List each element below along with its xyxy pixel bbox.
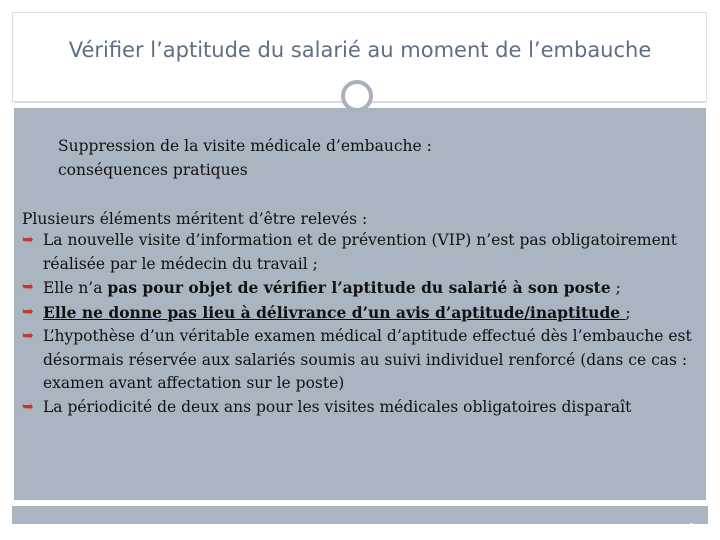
bullet-item-hypothese [22,325,698,396]
bullet-item-avis [22,301,698,326]
curved-arrow-icon: ➥ [22,328,34,344]
subtitle-line-2: conséquences pratiques [58,161,248,179]
bullet-text: L’hypothèse d’un véritable examen médical d’aptitude effectué dès l’embauche est désormais réservée aux salariés soumis au suivi individuel renforcé (dans ce cas : examen avant affectation sur le poste) [43,327,692,392]
footer-bar [12,506,708,524]
ring-ornament-icon [341,80,373,112]
bullet-text: La périodicité de deux ans pour les visites médicales obligatoires disparaît [43,397,632,416]
bullet-text-emphasis: pas pour objet de vérifier l’aptitude du salarié à son poste [107,278,611,297]
footer-dot [690,523,693,526]
curved-arrow-icon: ➥ [22,232,34,248]
bullet-text-emphasis: Elle ne donne pas lieu à délivrance d’un avis d’aptitude/inaptitude [43,302,626,322]
bullet-text: La nouvelle visite d’information et de prévention (VIP) n’est pas obligatoirement réalisée par le médecin du travail ; [43,231,678,273]
bullet-item-periodicite [22,396,698,420]
bullet-text-suffix: ; [610,279,621,297]
intro-text: Plusieurs éléments méritent d’être relevés : [22,210,368,228]
curved-arrow-icon: ➥ [22,398,34,415]
curved-arrow-icon: ➥ [22,303,34,320]
bullet-list [22,229,698,419]
bullet-item-objet [22,276,698,301]
slide-title: Vérifier l’aptitude du salarié au moment de l’embauche [68,38,652,62]
subtitle-line-1: Suppression de la visite médicale d’embauche : [58,137,432,155]
curved-arrow-icon: ➥ [22,279,34,295]
bullet-text-suffix: ; [625,303,631,322]
bullet-item-vip [22,229,698,276]
bullet-text-prefix: Elle n’a [43,279,108,297]
section-subtitle [58,134,658,182]
